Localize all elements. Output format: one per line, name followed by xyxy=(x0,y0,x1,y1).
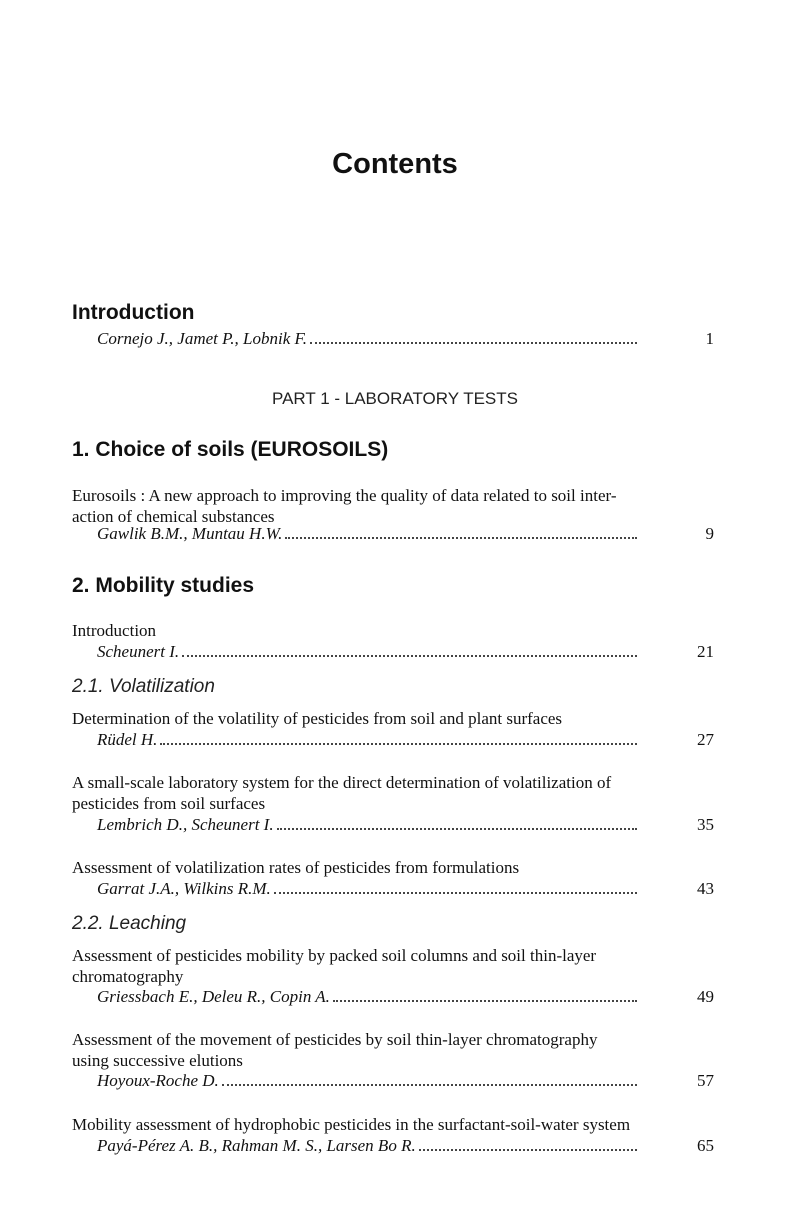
entry-title-line: using successive elutions xyxy=(72,1051,243,1070)
introduction-entry[interactable] xyxy=(97,329,637,350)
subsection-heading: 2.1. Volatilization xyxy=(72,676,215,697)
entry-authors: Griessbach E., Deleu R., Copin A. xyxy=(97,987,330,1006)
entry-page-number: 27 xyxy=(697,730,714,749)
entry-page-number: 65 xyxy=(697,1136,714,1155)
entry-title-line: chromatography xyxy=(72,967,184,986)
leader-dots xyxy=(285,524,637,539)
entry-author-row[interactable] xyxy=(97,730,637,751)
entry-authors: Scheunert I. xyxy=(97,642,180,661)
entry-title[interactable] xyxy=(72,485,642,527)
entry-page-number: 1 xyxy=(705,329,714,348)
entry-title[interactable] xyxy=(72,857,642,878)
entry-title-line: Determination of the volatility of pesticides from soil and plant surfaces xyxy=(72,709,563,728)
entry-authors: Lembrich D., Scheunert I. xyxy=(97,815,274,834)
entry-title[interactable] xyxy=(72,1114,647,1135)
entry-title-line: A small-scale laboratory system for the direct determination of volatilization of xyxy=(72,773,612,792)
entry-title-line: action of chemical substances xyxy=(72,507,275,526)
subsection-heading: 2.2. Leaching xyxy=(72,913,187,934)
entry-title-line: Assessment of volatilization rates of pesticides from formulations xyxy=(72,858,520,877)
entry-page-number: 49 xyxy=(697,987,714,1006)
section-heading: 2. Mobility studies xyxy=(72,574,255,597)
entry-title-line: Eurosoils : A new approach to improving the quality of data related to soil inter- xyxy=(72,486,617,505)
entry-page-number: 43 xyxy=(697,879,714,898)
entry-authors: Payá-Pérez A. B., Rahman M. S., Larsen Bo R. xyxy=(97,1136,416,1155)
leader-dots xyxy=(160,730,637,745)
page-title: Contents xyxy=(332,148,458,180)
entry-page-number: 21 xyxy=(697,642,714,661)
entry-title[interactable] xyxy=(72,772,647,814)
leader-dots xyxy=(222,1071,637,1086)
entry-title-line: Mobility assessment of hydrophobic pesticides in the surfactant-soil-water system xyxy=(72,1115,631,1134)
entry-page-number: 57 xyxy=(697,1071,714,1090)
entry-author-row[interactable] xyxy=(97,1136,637,1157)
entry-title-line: pesticides from soil surfaces xyxy=(72,794,266,813)
section-heading: 1. Choice of soils (EUROSOILS) xyxy=(72,438,389,461)
entry-authors: Rüdel H. xyxy=(97,730,158,749)
entry-authors: Cornejo J., Jamet P., Lobnik F. xyxy=(97,329,307,348)
entry-author-row[interactable] xyxy=(97,987,637,1008)
entry-authors: Hoyoux-Roche D. xyxy=(97,1071,219,1090)
leader-dots xyxy=(419,1136,637,1151)
leader-dots xyxy=(333,987,637,1002)
entry-authors: Garrat J.A., Wilkins R.M. xyxy=(97,879,271,898)
entry-author-row[interactable] xyxy=(97,524,637,545)
leader-dots xyxy=(182,642,637,657)
entry-author-row[interactable] xyxy=(97,815,637,836)
entry-authors: Gawlik B.M., Muntau H.W. xyxy=(97,524,283,543)
entry-title-line: Assessment of the movement of pesticides by soil thin-layer chromatography xyxy=(72,1030,598,1049)
entry-title[interactable] xyxy=(72,945,642,987)
entry-title-line: Assessment of pesticides mobility by packed soil columns and soil thin-layer xyxy=(72,946,597,965)
entry-author-row[interactable] xyxy=(97,879,637,900)
leader-dots xyxy=(277,815,637,830)
entry-title[interactable] xyxy=(72,1029,642,1071)
leader-dots xyxy=(310,329,637,344)
leader-dots xyxy=(274,879,637,894)
entry-author-row[interactable] xyxy=(97,642,637,663)
entry-author-row[interactable] xyxy=(97,1071,637,1092)
entry-title[interactable]: Introduction xyxy=(72,621,157,640)
introduction-heading: Introduction xyxy=(72,301,195,324)
part-heading: PART 1 - LABORATORY TESTS xyxy=(272,389,518,408)
entry-title[interactable] xyxy=(72,708,642,729)
entry-page-number: 9 xyxy=(705,524,714,543)
entry-page-number: 35 xyxy=(697,815,714,834)
